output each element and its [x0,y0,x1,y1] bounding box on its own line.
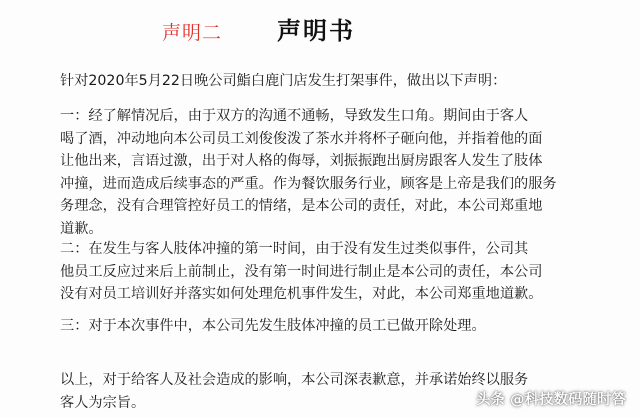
intro-line: 针对2020年5月22日晚公司鮨白鹿门店发生打架事件，做出以下声明： [60,73,507,89]
document-title: 声明书 [277,17,355,45]
paragraph-line: 他员工反应过来后上前制止，没有第一时间进行制止是本公司的责任，本公司 [60,263,543,280]
paragraph-line: 以上，对于给客人及社会造成的影响，本公司深表歉意，并承诺始终以服务 [60,372,529,388]
paragraph-line: 二：在发生与客人肢体冲撞的第一时间，由于没有发生过类似事件，公司其 [60,241,529,257]
statement-number-label: 声明二 [162,22,223,44]
paragraph-line: 道歉。 [60,220,103,237]
paragraph-line: 三：对于本次事件中，本公司先发生肢体冲撞的员工已做开除处理。 [60,318,486,334]
paragraph-line: 客人为宗旨。 [60,394,146,411]
paragraph-line: 务理念，没有合理管控好员工的情绪，是本公司的责任，对此，本公司郑重地 [60,198,543,214]
paragraph-line: 一：经了解情况后，由于双方的沟通不通畅，导致发生口角。期间由于客人 [60,108,529,124]
watermark: 头条 @科技数码随时答 [475,392,626,408]
paragraph-line: 喝了酒，冲动地向本公司员工刘俊俊泼了茶水并将杯子砸向他，并指着他的面 [60,130,543,147]
paragraph-line: 让他出来，言语过激，出于对人格的侮辱，刘振振跑出厨房跟客人发生了肢体 [60,153,543,169]
paragraph-one [60,105,620,240]
paragraph-two [60,238,620,306]
paragraph-line: 冲撞，进而造成后续事态的严重。作为餐饮服务行业，顾客是上帝是我们的服务 [60,175,557,192]
paragraph-line: 没有对员工培训好并落实如何处理危机事件发生，对此，本公司郑重地道歉。 [60,286,543,302]
paragraph-three [60,315,620,338]
